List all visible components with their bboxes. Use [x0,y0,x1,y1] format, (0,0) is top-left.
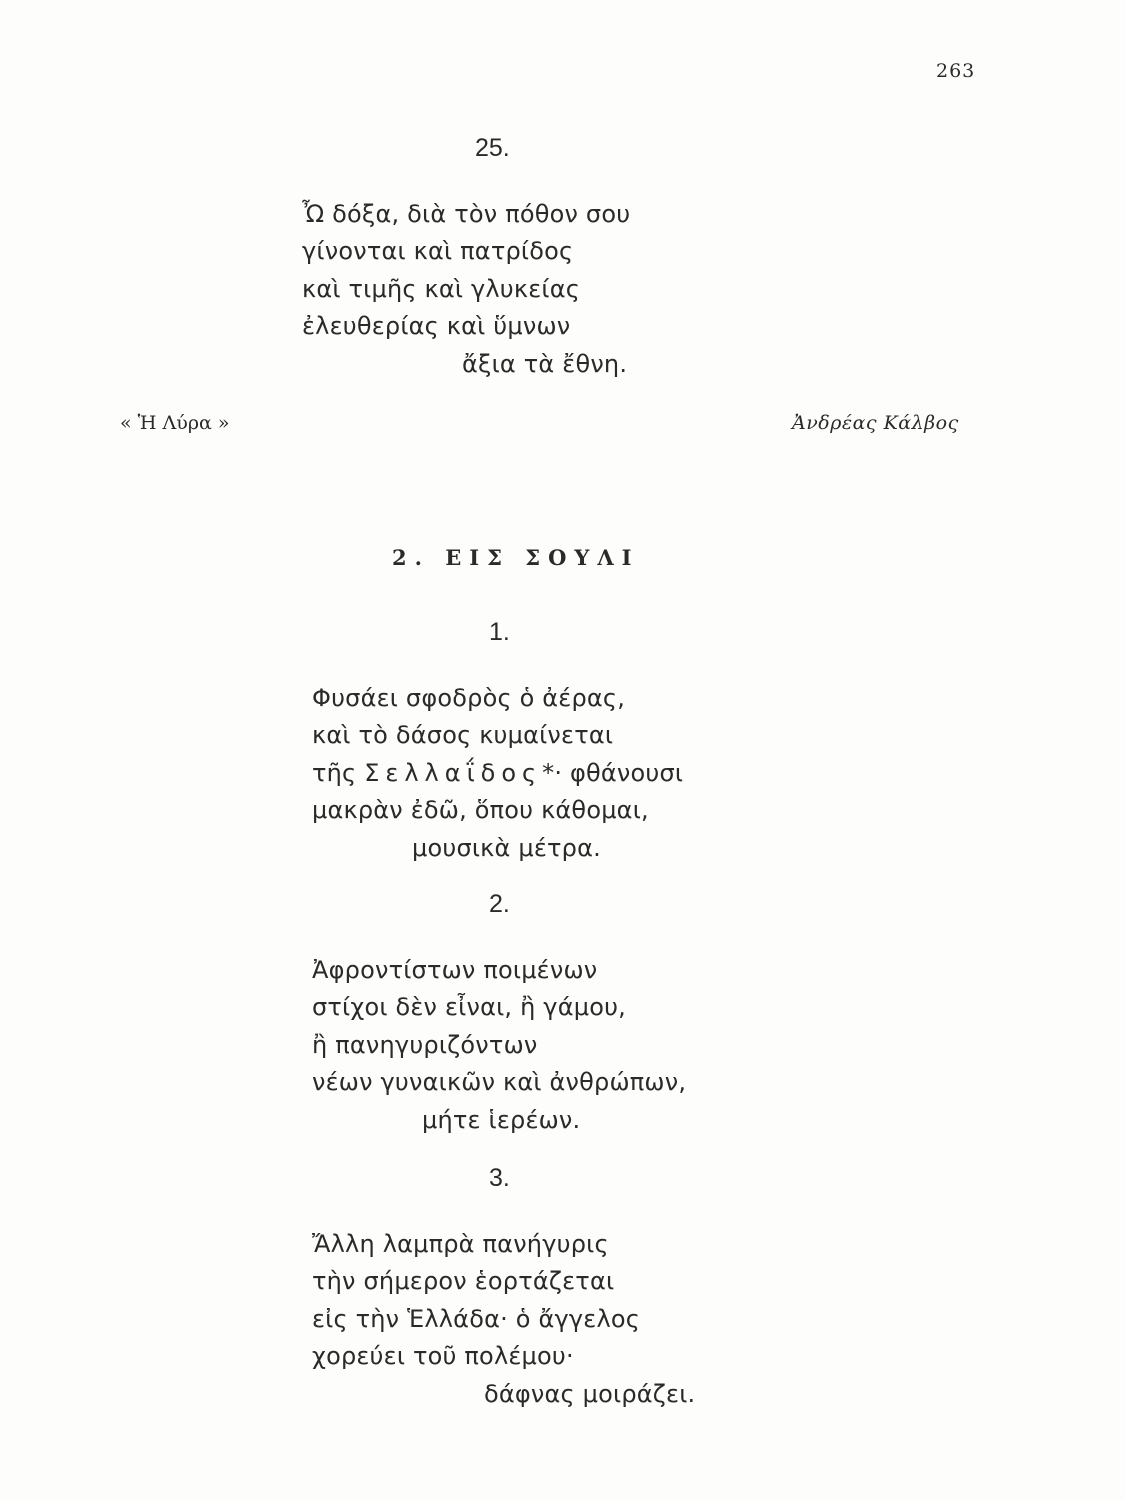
verse-text: τῆς [312,758,365,787]
verse-line: μήτε ἱερέων. [422,1105,581,1134]
verse-line: δάφνας μοιράζει. [484,1379,696,1408]
page-number: 263 [936,60,976,82]
verse-line: καὶ τιμῆς καὶ γλυκείας [302,274,581,303]
verse-line [312,755,683,792]
verse-line: Ὦ δόξα, διὰ τὸν πόθον σου [302,200,631,228]
verse-line: στίχοι δὲν εἶναι, ἢ γάμου, [312,993,627,1022]
verse-line: ἐλευθερίας καὶ ὕμνων [302,312,571,341]
verse-line: καὶ τὸ δάσος κυμαίνεται [312,721,614,750]
verse-line: ἢ πανηγυριζόντων [312,1030,538,1059]
poem-number: 25. [475,134,510,162]
stanza [302,196,630,383]
stanza [312,952,686,1139]
verse-line: μουσικὰ μέτρα. [412,833,601,862]
section-title: 2. ΕΙΣ ΣΟΥΛΙ [392,545,640,570]
verse-line: Φυσάει σφοδρὸς ὁ ἀέρας, [312,684,626,712]
stanza [312,1226,695,1413]
verse-line: μακρὰν ἐδῶ, ὅπου κάθομαι, [312,796,649,825]
source-title: « Ἡ Λύρα » [120,412,230,434]
stanza [312,680,683,867]
verse-line: ἄξια τὰ ἔθνη. [462,349,628,378]
stanza-number: 2. [489,890,510,918]
stanza-number: 3. [489,1164,510,1192]
verse-line: Ἄλλη λαμπρὰ πανήγυρις [312,1230,609,1258]
verse-line: γίνονται καὶ πατρίδος [302,237,574,266]
verse-line: εἰς τὴν Ἑλλάδα· ὁ ἄγγελος [312,1304,641,1333]
verse-line: χορεύει τοῦ πολέμου· [312,1342,574,1371]
stanza-number: 1. [489,618,510,646]
spaced-word: Σελλαΐδος [364,758,543,787]
verse-line: τὴν σήμερον ἑορτάζεται [312,1267,615,1296]
author-name: Ἀνδρέας Κάλβος [792,412,959,434]
verse-line: νέων γυναικῶν καὶ ἀνθρώπων, [312,1068,687,1097]
verse-text: *· φθάνουσι [542,758,684,787]
verse-line: Ἀφροντίστων ποιμένων [312,956,598,984]
